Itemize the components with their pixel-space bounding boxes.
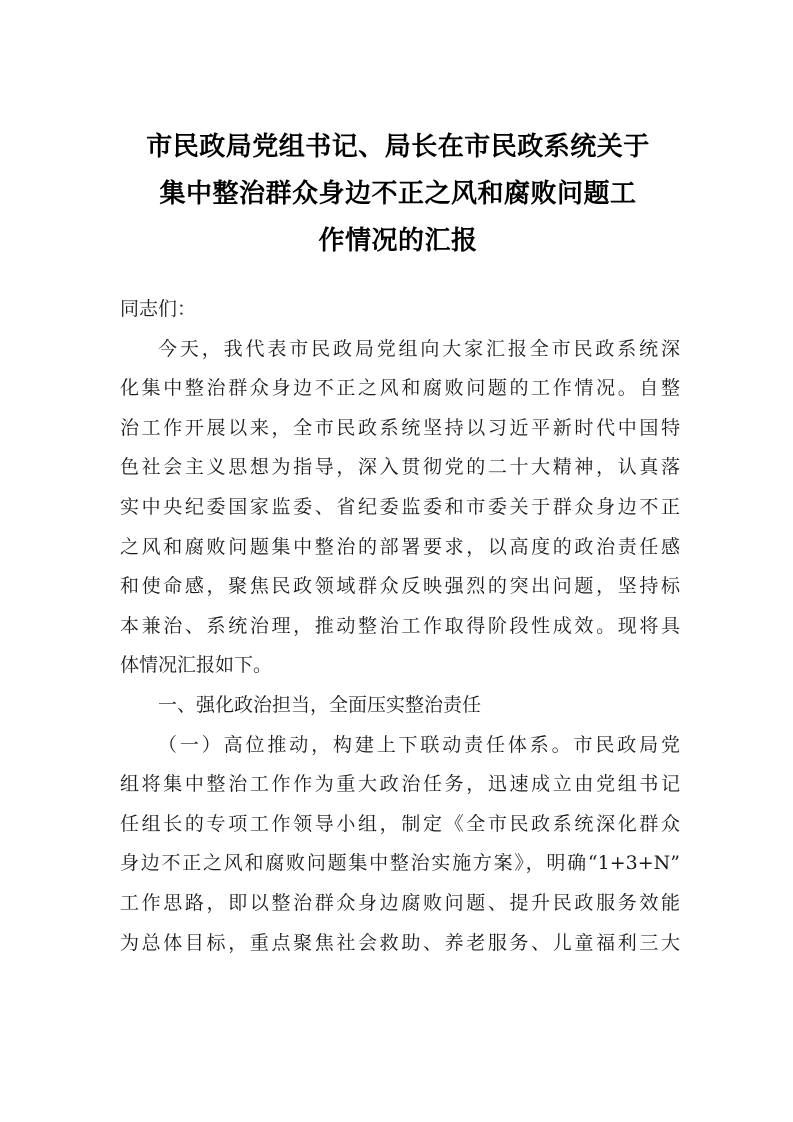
subsection-paragraph bbox=[120, 726, 680, 964]
intro-line-5: 实中央纪委国家监委、省纪委监委和市委关于群众身边不正 bbox=[120, 495, 680, 518]
intro-line-2: 化集中整治群众身边不正之风和腐败问题的工作情况。自整 bbox=[120, 377, 680, 400]
document-title bbox=[118, 124, 678, 265]
subsection-line-4: 身边不正之风和腐败问题集中整治实施方案》，明确“1+3+N” bbox=[120, 852, 680, 875]
intro-line-1: 今天，我代表市民政局党组向大家汇报全市民政系统深 bbox=[158, 337, 680, 360]
section-heading: 一、强化政治担当，全面压实整治责任 bbox=[158, 693, 482, 716]
subsection-line-2: 组将集中整治工作作为重大政治任务，迅速成立由党组书记 bbox=[120, 773, 680, 796]
document-body bbox=[120, 290, 680, 963]
intro-line-8: 本兼治、系统治理，推动整治工作取得阶段性成效。现将具 bbox=[120, 614, 680, 637]
intro-paragraph bbox=[120, 330, 680, 686]
salutation: 同志们： bbox=[120, 298, 197, 320]
subsection-line-6: 为总体目标，重点聚焦社会救助、养老服务、儿童福利三大 bbox=[120, 931, 680, 954]
subsection-line-3: 任组长的专项工作领导小组，制定《全市民政系统深化群众 bbox=[120, 812, 680, 835]
intro-line-6: 之风和腐败问题集中整治的部署要求，以高度的政治责任感 bbox=[120, 535, 680, 558]
title-line-3: 作情况的汇报 bbox=[318, 226, 478, 256]
title-line-1: 市民政局党组书记、局长在市民政系统关于 bbox=[146, 132, 650, 162]
intro-line-7: 和使命感，聚焦民政领域群众反映强烈的突出问题，坚持标 bbox=[120, 575, 680, 598]
subsection-line-1: （一）高位推动，构建上下联动责任体系。市民政局党 bbox=[158, 733, 680, 756]
subsection-line-5: 工作思路，即以整治群众身边腐败问题、提升民政服务效能 bbox=[120, 891, 680, 914]
intro-line-3: 治工作开展以来，全市民政系统坚持以习近平新时代中国特 bbox=[120, 416, 680, 439]
intro-line-4: 色社会主义思想为指导，深入贯彻党的二十大精神，认真落 bbox=[120, 456, 680, 479]
intro-line-9: 体情况汇报如下。 bbox=[120, 654, 273, 677]
title-line-2: 集中整治群众身边不正之风和腐败问题工 bbox=[159, 179, 637, 209]
